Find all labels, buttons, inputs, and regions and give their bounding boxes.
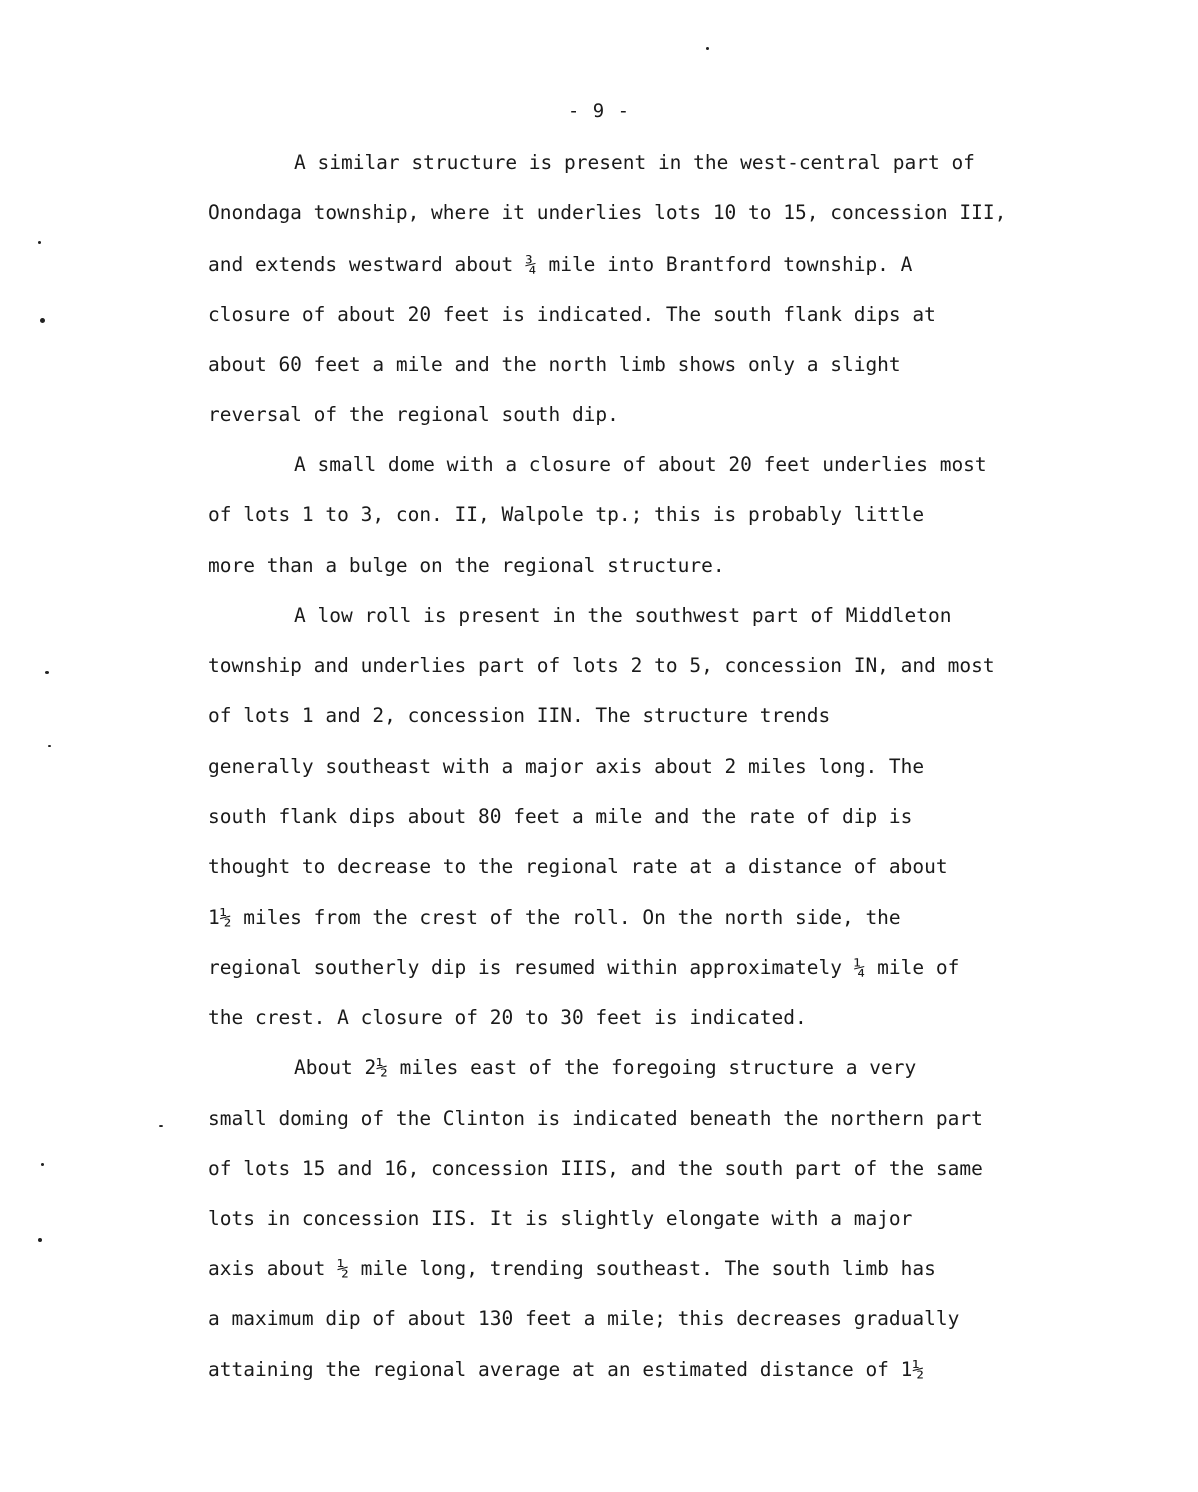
scan-speck xyxy=(40,318,45,323)
text-line: axis about ½ mile long, trending southeast. The south limb has xyxy=(208,1257,936,1280)
scan-speck xyxy=(38,1238,42,1242)
text-line: About 2½ miles east of the foregoing structure a very xyxy=(294,1056,917,1079)
text-line: 1½ miles from the crest of the roll. On the north side, the xyxy=(208,906,901,929)
scan-speck xyxy=(706,47,709,50)
scan-speck xyxy=(48,745,51,747)
text-line: and extends westward about ¾ mile into Brantford township. A xyxy=(208,253,913,276)
scan-speck xyxy=(159,1125,163,1127)
text-line: township and underlies part of lots 2 to 5, concession IN, and most xyxy=(208,654,995,677)
text-line: A low roll is present in the southwest part of Middleton xyxy=(294,604,952,627)
text-line: closure of about 20 feet is indicated. The south flank dips at xyxy=(208,303,936,326)
text-line: regional southerly dip is resumed within approximately ¼ mile of xyxy=(208,956,960,979)
scan-speck xyxy=(41,1163,44,1166)
text-line: the crest. A closure of 20 to 30 feet is indicated. xyxy=(208,1006,807,1029)
text-line: about 60 feet a mile and the north limb shows only a slight xyxy=(208,353,901,376)
text-line: A small dome with a closure of about 20 feet underlies most xyxy=(294,453,987,476)
text-line: lots in concession IIS. It is slightly elongate with a major xyxy=(208,1207,913,1230)
text-line: attaining the regional average at an estimated distance of 1½ xyxy=(208,1358,925,1381)
text-line: a maximum dip of about 130 feet a mile; this decreases gradually xyxy=(208,1307,960,1330)
text-line: Onondaga township, where it underlies lots 10 to 15, concession III, xyxy=(208,201,1007,224)
text-line: reversal of the regional south dip. xyxy=(208,403,619,426)
text-line: thought to decrease to the regional rate at a distance of about xyxy=(208,855,948,878)
scan-speck xyxy=(38,241,41,244)
text-line: A similar structure is present in the west-central part of xyxy=(294,151,975,174)
text-line: of lots 15 and 16, concession IIIS, and the south part of the same xyxy=(208,1157,983,1180)
text-line: more than a bulge on the regional structure. xyxy=(208,554,725,577)
text-line: small doming of the Clinton is indicated beneath the northern part xyxy=(208,1107,983,1130)
page-number: - 9 - xyxy=(567,100,631,122)
scan-speck xyxy=(45,671,49,674)
text-line: south flank dips about 80 feet a mile and the rate of dip is xyxy=(208,805,913,828)
text-line: generally southeast with a major axis about 2 miles long. The xyxy=(208,755,925,778)
text-line: of lots 1 and 2, concession IIN. The structure trends xyxy=(208,704,831,727)
text-line: of lots 1 to 3, con. II, Walpole tp.; this is probably little xyxy=(208,503,925,526)
